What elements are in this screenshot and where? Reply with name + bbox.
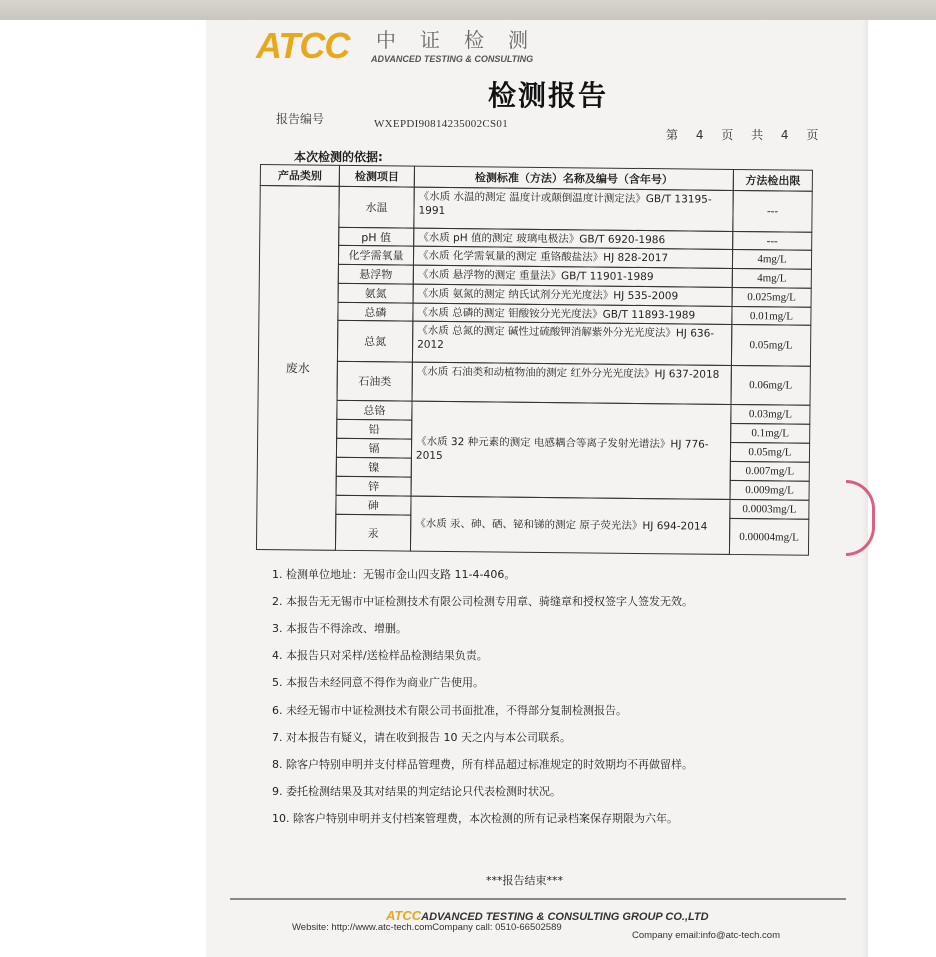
- page-info: 第 4 页 共 4 页: [666, 128, 819, 142]
- logo-english: ADVANCED TESTING & CONSULTING: [371, 54, 534, 64]
- limit-cell: 0.05mg/L: [730, 442, 810, 463]
- report-page: [206, 20, 868, 957]
- footer-brand-atcc: ATCC: [386, 908, 422, 923]
- limit-cell: 0.009mg/L: [730, 480, 810, 501]
- header-limit: 方法检出限: [733, 169, 813, 192]
- browser-top-bar: [0, 0, 936, 20]
- limit-cell: 0.007mg/L: [730, 461, 810, 482]
- item-cell: 氨氮: [338, 283, 414, 304]
- note-item: 1. 检测单位地址：无锡市金山四支路 11-4-406。: [272, 568, 516, 581]
- limit-cell: 0.06mg/L: [731, 365, 811, 406]
- note-item: 7. 对本报告有疑义，请在收到报告 10 天之内与本公司联系。: [272, 731, 571, 744]
- item-cell: 化学需氧量: [338, 245, 414, 266]
- limit-cell: 0.1mg/L: [730, 423, 810, 444]
- company-logo: [256, 26, 636, 70]
- note-item: 3. 本报告不得涂改、增删。: [272, 622, 407, 635]
- note-item: 5. 本报告未经同意不得作为商业广告使用。: [272, 676, 484, 689]
- header-item: 检测项目: [339, 165, 415, 188]
- standard-cell: 《水质 总氮的测定 碱性过硫酸钾消解紫外分光光度法》HJ 636-2012: [412, 321, 732, 366]
- item-cell: pH 值: [338, 227, 414, 247]
- logo-chinese: 中证检测: [376, 28, 552, 52]
- standard-cell: 《水质 32 种元素的测定 电感耦合等离子发射光谱法》HJ 776-2015: [411, 401, 732, 500]
- report-number: WXEPDI90814235002CS01: [374, 118, 509, 130]
- item-cell: 石油类: [337, 361, 413, 402]
- test-basis-table: [256, 164, 812, 556]
- item-cell: 水温: [338, 186, 414, 229]
- limit-cell: 4mg/L: [732, 268, 812, 289]
- limit-cell: 0.03mg/L: [730, 404, 810, 425]
- item-cell: 总磷: [337, 302, 413, 322]
- header-standard: 检测标准（方法）名称及编号（含年号）: [414, 166, 734, 191]
- limit-cell: 0.05mg/L: [731, 324, 811, 367]
- standard-cell: 《水质 总磷的测定 钼酸铵分光光度法》GB/T 11893-1989: [412, 303, 732, 325]
- item-cell: 总铬: [336, 400, 412, 421]
- limit-cell: ---: [732, 231, 812, 251]
- note-item: 2. 本报告无无锡市中证检测技术有限公司检测专用章、骑缝章和授权签字人签发无效。: [272, 595, 693, 608]
- standard-cell: 《水质 pH 值的测定 玻璃电极法》GB/T 6920-1986: [413, 228, 733, 250]
- note-item: 8. 除客户特别申明并支付样品管理费，所有样品超过标准规定的时效期均不再做留样。: [272, 758, 693, 771]
- item-cell: 砷: [335, 495, 411, 516]
- category-cell: 废水: [256, 185, 340, 551]
- limit-cell: 4mg/L: [732, 249, 812, 270]
- seal-stamp-edge: [846, 480, 875, 556]
- footer-brand: [386, 908, 709, 923]
- report-title: 检测报告: [488, 79, 609, 112]
- limit-cell: 0.0003mg/L: [729, 499, 809, 520]
- item-cell: 悬浮物: [338, 264, 414, 285]
- standard-cell: 《水质 氨氮的测定 纳氏试剂分光光度法》HJ 535-2009: [413, 284, 733, 307]
- limit-cell: 0.00004mg/L: [729, 518, 809, 556]
- standard-cell: 《水质 水温的测定 温度计或颠倒温度计测定法》GB/T 13195-1991: [413, 187, 733, 232]
- basis-label: 本次检测的依据:: [294, 150, 383, 164]
- footer-email: Company email:info@atc-tech.com: [632, 930, 780, 941]
- standard-cell: 《水质 化学需氧量的测定 重铬酸盐法》HJ 828-2017: [413, 246, 733, 269]
- item-cell: 锌: [336, 476, 412, 497]
- limit-cell: 0.025mg/L: [732, 287, 812, 308]
- footer-divider: [230, 898, 846, 900]
- limit-cell: ---: [732, 190, 812, 233]
- footer-contact: Website: http://www.atc-tech.comCompany call: 0510-66502589: [292, 922, 562, 933]
- note-item: 10. 除客户特别申明并支付档案管理费，本次检测的所有记录档案保存期限为六年。: [272, 812, 678, 825]
- header-category: 产品类别: [260, 164, 340, 187]
- standard-cell: 《水质 汞、砷、硒、铋和锑的测定 原子荧光法》HJ 694-2014: [410, 496, 731, 555]
- limit-cell: 0.01mg/L: [731, 306, 811, 326]
- item-cell: 汞: [335, 514, 411, 552]
- note-item: 6. 未经无锡市中证检测技术有限公司书面批准，不得部分复制检测报告。: [272, 704, 627, 717]
- standard-cell: 《水质 悬浮物的测定 重量法》GB/T 11901-1989: [413, 265, 733, 288]
- item-cell: 总氮: [337, 320, 413, 363]
- note-item: 9. 委托检测结果及其对结果的判定结论只代表检测时状况。: [272, 785, 561, 798]
- note-item: 4. 本报告只对采样/送检样品检测结果负责。: [272, 649, 488, 662]
- logo-brand: ATCC: [256, 25, 350, 66]
- item-cell: 镍: [336, 457, 412, 478]
- footer-brand-name: ADVANCED TESTING & CONSULTING GROUP CO.,LTD: [421, 911, 709, 923]
- report-end: ***报告结束***: [486, 874, 563, 887]
- standard-cell: 《水质 石油类和动植物油的测定 红外分光光度法》HJ 637-2018: [412, 362, 732, 405]
- report-number-label: 报告编号: [276, 112, 325, 126]
- item-cell: 铅: [336, 419, 412, 440]
- item-cell: 镉: [336, 438, 412, 459]
